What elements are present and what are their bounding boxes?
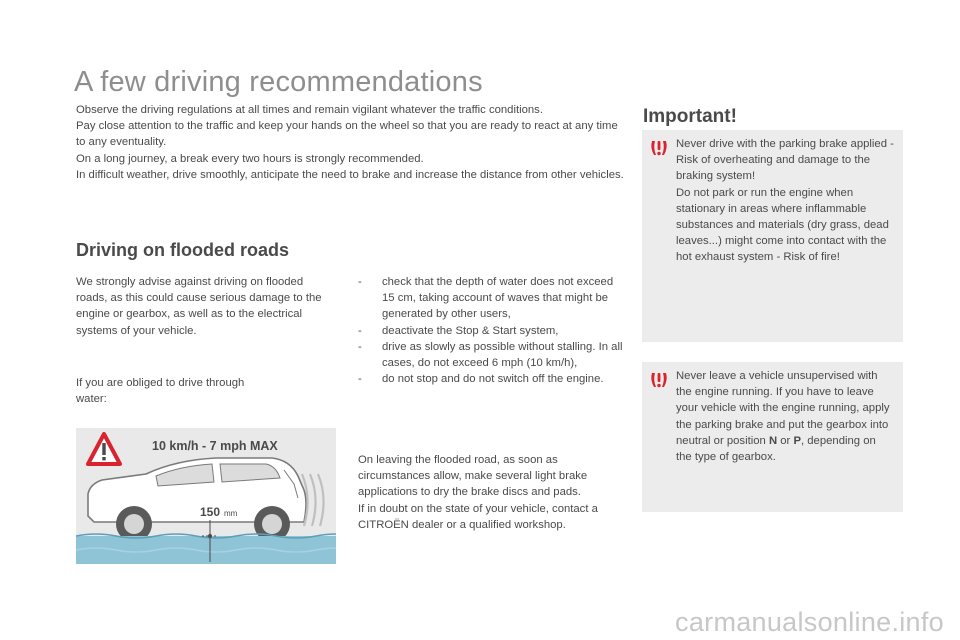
bullet-item: - drive as slowly as possible without stalling. In all cases, do not exceed 6 mph (10 km/h), [358, 340, 623, 370]
warning-text [676, 136, 894, 266]
warning-triangle-icon [88, 434, 120, 464]
intro-paragraph: Pay close attention to the traffic and keep your hands on the wheel so that you are ready to react at any time to any eventuality. [76, 120, 618, 149]
flooded-car-illustration [76, 428, 336, 564]
bullet-item: - do not stop and do not switch off the engine. [358, 373, 604, 386]
warning-paragraph: Do not park or run the engine when stationary in areas where inflammable substances and materials (dry grass, dead leaves...) might come into contact with the hot exhaust system - Risk of fire! [676, 186, 889, 264]
flooded-roads-heading: Driving on flooded roads [76, 240, 290, 260]
car-icon [88, 458, 306, 542]
warning-paragraph: Never drive with the parking brake applied - Risk of overheating and damage to the braking system! [676, 138, 894, 183]
depth-unit: mm [224, 509, 238, 518]
watermark: carmanualsonline.info [675, 607, 944, 637]
warning-box-parking-brake [642, 130, 903, 342]
exclamation-warning-icon [648, 370, 670, 390]
page-title: A few driving recommendations [74, 66, 483, 98]
leaving-paragraph: If in doubt on the state of your vehicle, contact a CITROËN dealer or a qualified workshop. [358, 502, 598, 531]
intro-paragraph: In difficult weather, drive smoothly, anticipate the need to brake and increase the distance from other vehicles. [76, 168, 624, 181]
warning-paragraph: Never leave a vehicle unsupervised with the engine running. If you have to leave your vehicle with the engine running, apply the parking brake and put the gearbox into neutral or position N or P, depending on the type of gearbox. [676, 370, 890, 464]
important-heading: Important! [643, 106, 737, 127]
warning-text [676, 368, 894, 465]
exclamation-warning-icon [648, 138, 670, 158]
bullet-item: - check that the depth of water does not exceed 15 cm, taking account of waves that might be generated by other users, [358, 276, 614, 321]
flooded-obliged [76, 375, 276, 407]
obliged-paragraph: If you are obliged to drive through water: [76, 377, 245, 406]
bullet-item: - deactivate the Stop & Start system, [358, 324, 559, 337]
leaving-flooded-road [358, 452, 624, 533]
intro-text [76, 102, 624, 183]
speed-label: 10 km/h - 7 mph MAX [152, 439, 278, 453]
intro-paragraph: Observe the driving regulations at all times and remain vigilant whatever the traffic conditions. [76, 104, 543, 116]
flooded-advice [76, 274, 332, 339]
intro-paragraph: On a long journey, a break every two hours is strongly recommended. [76, 152, 424, 165]
advice-paragraph: We strongly advise against driving on flooded roads, as this could cause serious damage to the engine or gearbox, as well as to the electrical systems of your vehicle. [76, 276, 322, 337]
flooded-bullets [358, 274, 624, 387]
leaving-paragraph: On leaving the flooded road, as soon as circumstances allow, make several light brake applications to dry the brake discs and pads. [358, 454, 588, 499]
warning-box-unsupervised [642, 362, 903, 512]
depth-value: 150 [200, 505, 221, 519]
